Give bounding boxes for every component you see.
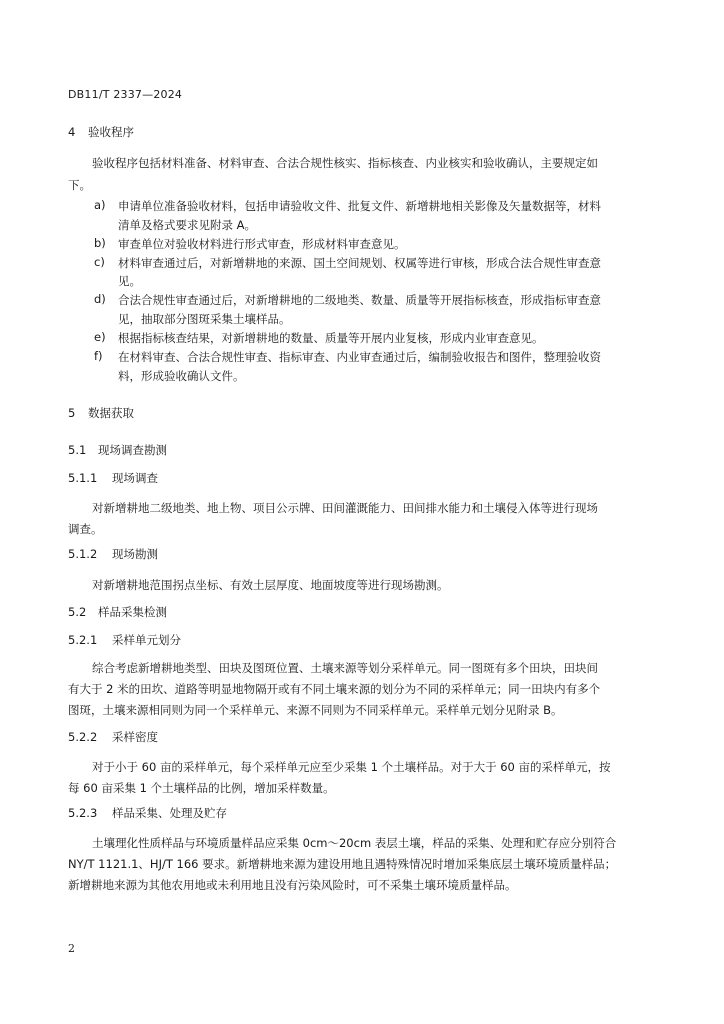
section-title: 验收程序 (88, 125, 134, 139)
list-item-line: 根据指标核查结果，对新增耕地的数量、质量等开展内业复核，形成内业审查意见。 (118, 331, 544, 345)
subsection-5-2-3-heading (68, 805, 227, 821)
section-title: 采样单元划分 (112, 633, 181, 647)
paragraph-line: 验收程序包括材料准备、材料审查、合法合规性核实、指标核查、内业核实和验收确认，主要规定如 (92, 156, 598, 170)
list-item-line: 见，抽取部分图斑采集土壤样品。 (118, 312, 291, 326)
list-marker: d) (94, 292, 106, 306)
paragraph-line: 新增耕地来源为其他农用地或未利用地且没有污染风险时，可不采集土壤环境质量样品。 (68, 878, 517, 892)
paragraph-line: 下。 (68, 178, 91, 192)
section-5-heading (68, 405, 134, 421)
section-title: 现场调查勘测 (98, 443, 167, 457)
section-number: 5.2.3 (68, 806, 98, 820)
section-title: 样品采集、处理及贮存 (112, 806, 227, 820)
list-item-line: 合法合规性审查通过后，对新增耕地的二级地类、数量、质量等开展指标核查，形成指标审查意 (118, 293, 601, 307)
list-item-line: 料，形成验收确认文件。 (118, 369, 245, 383)
paragraph-line: 每 60 亩采集 1 个土壤样品的比例，增加采样数量。 (68, 781, 335, 795)
paragraph-line: 土壤理化性质样品与环境质量样品应采集 0cm～20cm 表层土壤，样品的采集、处理和贮存应分别符合 (92, 836, 617, 850)
section-number: 5.2.1 (68, 633, 98, 647)
paragraph-line: 有大于 2 米的田坎、道路等明显地物隔开或有不同土壤来源的划分为不同的采样单元；同一田块内有多个 (68, 682, 601, 696)
section-title: 样品采集检测 (98, 605, 167, 619)
section-number: 5.1.2 (68, 547, 98, 561)
subsection-5-2-1-heading (68, 632, 181, 648)
subsection-5-2-2-heading (68, 729, 158, 745)
section-number: 5.1.1 (68, 471, 98, 485)
list-marker: b) (94, 236, 106, 250)
paragraph-line: NY/T 1121.1、HJ/T 166 要求。新增耕地来源为建设用地且遇特殊情况时增加采集底层土壤环境质量样品； (68, 857, 617, 871)
list-marker: e) (94, 330, 106, 344)
list-item-line: 材料审查通过后，对新增耕地的来源、国土空间规划、权属等进行审核，形成合法合规性审查意 (118, 256, 601, 270)
paragraph-line: 调查。 (68, 522, 103, 536)
paragraph-line: 对于小于 60 亩的采样单元，每个采样单元应至少采集 1 个土壤样品。对于大于 60 亩的采样单元，按 (92, 760, 611, 774)
subsection-5-1-2-heading (68, 546, 158, 562)
list-item-line: 审查单位对验收材料进行形式审查，形成材料审查意见。 (118, 237, 406, 251)
section-title: 采样密度 (112, 730, 158, 744)
section-title: 现场勘测 (112, 547, 158, 561)
section-number: 4 (68, 125, 76, 139)
paragraph-line: 图斑，土壤来源相同则为同一个采样单元、来源不同则为不同采样单元。采样单元划分见附录 B。 (68, 703, 563, 717)
paragraph-line: 综合考虑新增耕地类型、田块及图斑位置、土壤来源等划分采样单元。同一图斑有多个田块，田块间 (92, 661, 598, 675)
subsection-5-1-heading (68, 442, 167, 458)
section-number: 5.2 (68, 605, 87, 619)
paragraph-line: 对新增耕地二级地类、地上物、项目公示牌、田间灌溉能力、田间排水能力和土壤侵入体等进行现场 (92, 501, 598, 515)
section-title: 现场调查 (112, 471, 158, 485)
section-title: 数据获取 (88, 406, 134, 420)
standard-code-header: DB11/T 2337—2024 (68, 88, 183, 101)
subsection-5-2-heading (68, 604, 167, 620)
list-marker: a) (94, 198, 106, 212)
page-number: 2 (68, 942, 75, 955)
list-item-line: 申请单位准备验收材料，包括申请验收文件、批复文件、新增耕地相关影像及矢量数据等，材料 (118, 199, 601, 213)
list-marker: f) (94, 349, 103, 363)
list-item-line: 见。 (118, 274, 141, 288)
paragraph-line: 对新增耕地范围拐点坐标、有效土层厚度、地面坡度等进行现场勘测。 (92, 578, 449, 592)
subsection-5-1-1-heading (68, 470, 158, 486)
list-marker: c) (94, 255, 105, 269)
section-number: 5.2.2 (68, 730, 98, 744)
section-4-heading (68, 124, 134, 140)
section-number: 5 (68, 406, 76, 420)
section-number: 5.1 (68, 443, 87, 457)
list-item-line: 清单及格式要求见附录 A。 (118, 218, 257, 232)
list-item-line: 在材料审查、合法合规性审查、指标审查、内业审查通过后，编制验收报告和图件，整理验收资 (118, 350, 601, 364)
